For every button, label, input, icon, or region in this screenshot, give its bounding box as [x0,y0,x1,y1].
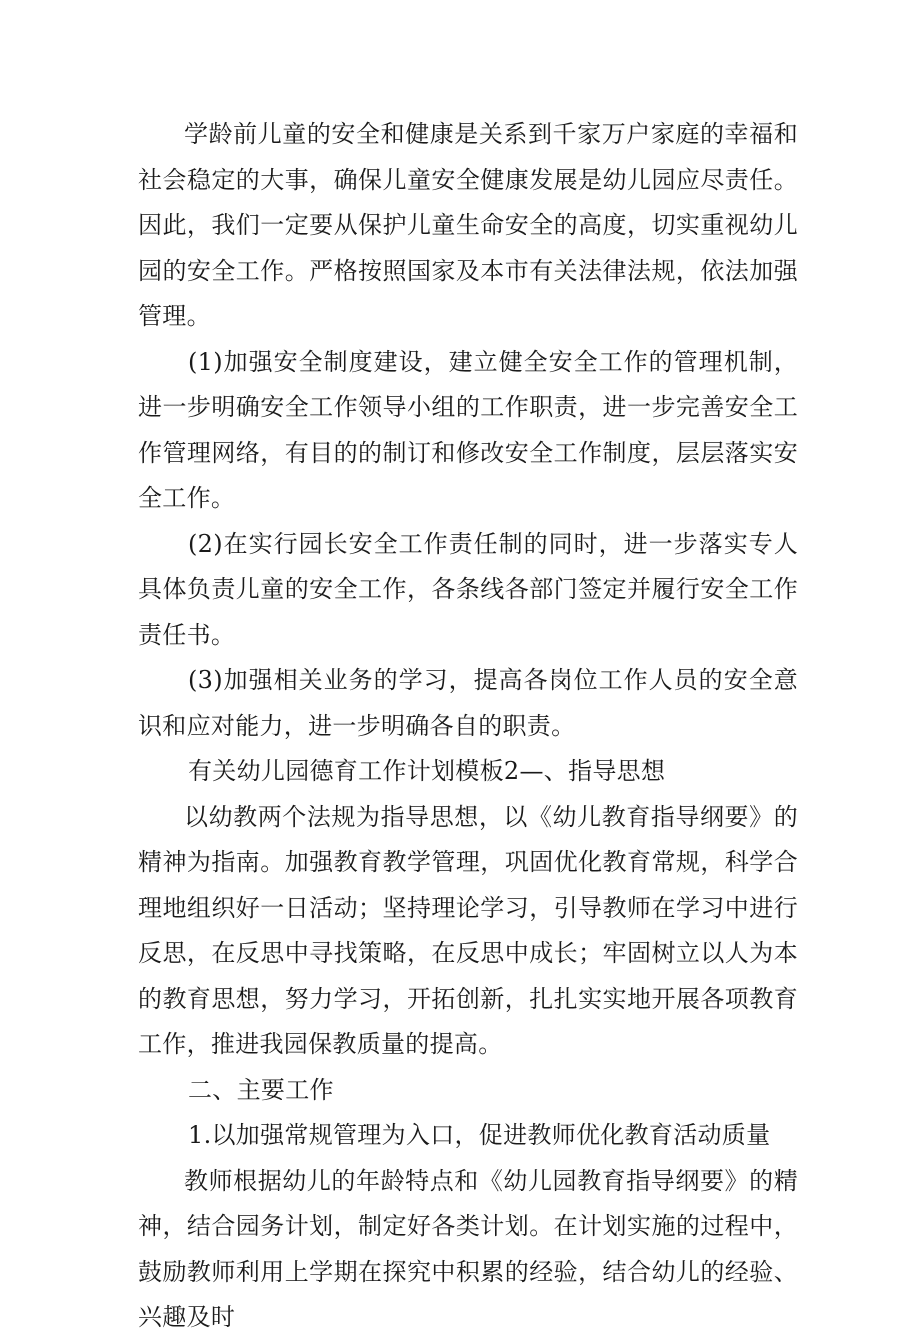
section-heading-main-work: 二、主要工作 [188,1075,334,1104]
paragraph-item-3: (3)加强相关业务的学习，提高各岗位工作人员的安全意识和应对能力，进一步明确各自的职责。 [138,666,798,740]
paragraph-teacher-planning: 教师根据幼儿的年龄特点和《幼儿园教育指导纲要》的精神，结合园务计划，制定好各类计划。在计划实施的过程中，鼓励教师利用上学期在探究中积累的经验，结合幼儿的经验、兴趣及时 [138,1166,798,1331]
paragraph-guiding-thought: 以幼教两个法规为指导思想，以《幼儿教育指导纲要》的精神为指南。加强教育教学管理，巩固优化教育常规，科学合理地组织好一日活动；坚持理论学习，引导教师在学习中进行反思，在反思中寻找策略，在反思中成长；牢固树立以人为本的教育思想，努力学习，开拓创新，扎扎实实地开展各项教育工作，推进我园保教质量的提高。 [138,802,798,1058]
document-body [138,112,798,1341]
paragraph-item-2: (2)在实行园长安全工作责任制的同时，进一步落实专人具体负责儿童的安全工作，各条线各部门签定并履行安全工作责任书。 [138,529,798,649]
subheading-routine-management: 1.以加强常规管理为入口，促进教师优化教育活动质量 [188,1121,771,1149]
section-heading-template-2: 有关幼儿园德育工作计划模板2—、指导思想 [188,757,666,785]
paragraph-item-1: (1)加强安全制度建设，建立健全安全工作的管理机制，进一步明确安全工作领导小组的工作职责，进一步完善安全工作管理网络，有目的的制订和修改安全工作制度，层层落实安全工作。 [138,347,798,512]
paragraph-intro: 学龄前儿童的安全和健康是关系到千家万户家庭的幸福和社会稳定的大事，确保儿童安全健康发展是幼儿园应尽责任。因此，我们一定要从保护儿童生命安全的高度，切实重视幼儿园的安全工作。严格按照国家及本市有关法律法规，依法加强管理。 [138,120,798,330]
